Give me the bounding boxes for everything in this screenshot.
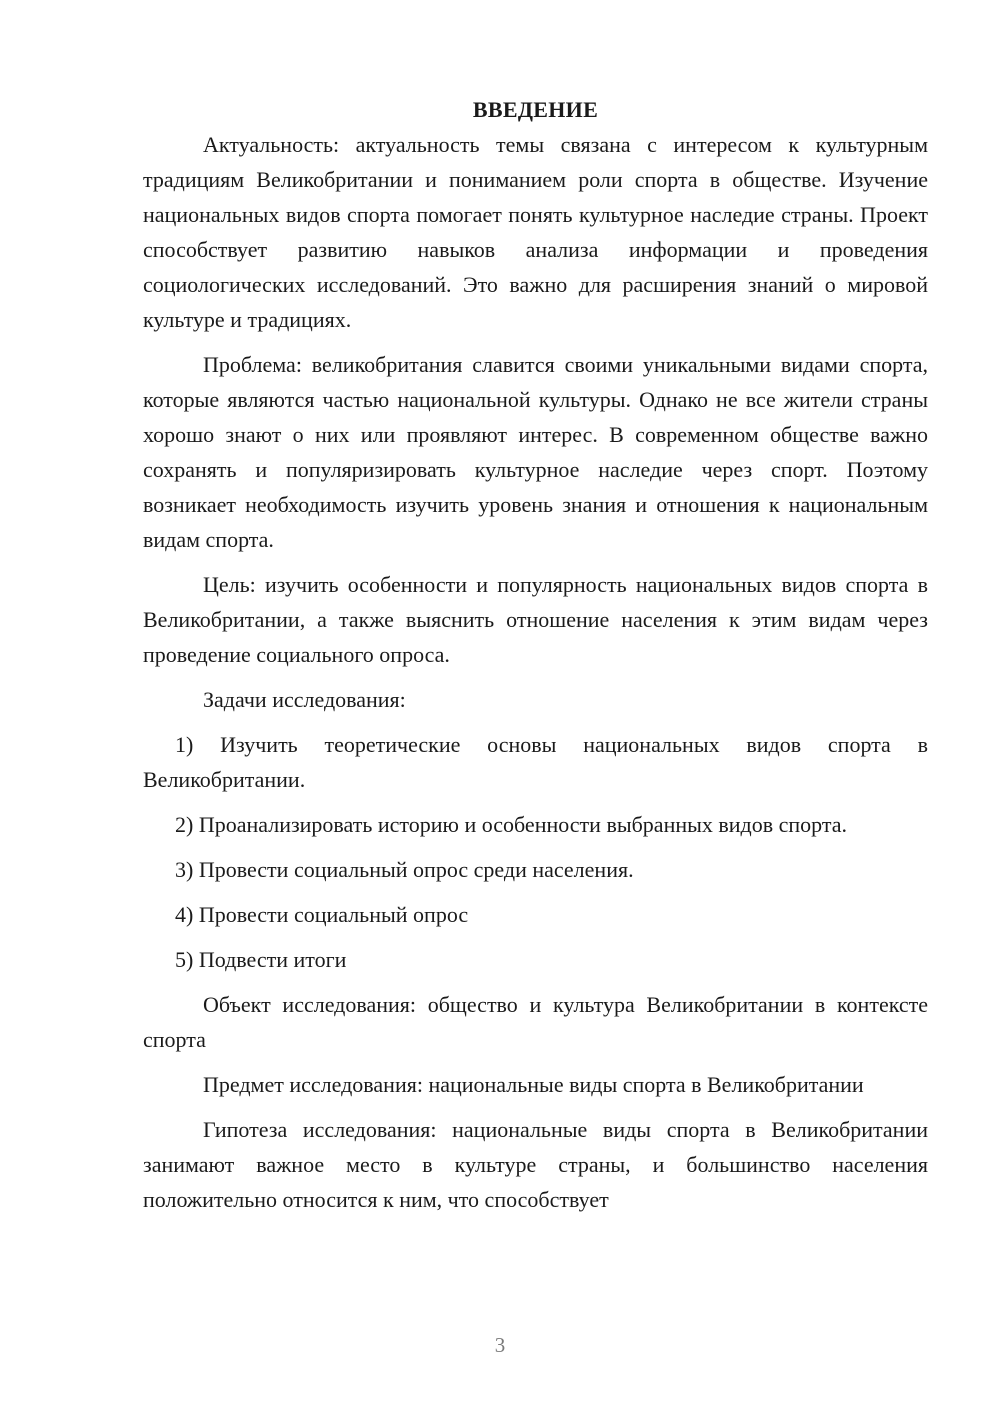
- object-paragraph: Объект исследования: общество и культура Великобритании в контексте спорта: [143, 992, 928, 1052]
- goal-paragraph: Цель: изучить особенности и популярность национальных видов спорта в Великобритании, а также выяснить отношение населения к этим видам через проведение социального опроса.: [143, 572, 928, 667]
- task-item: 3) Провести социальный опрос среди населения.: [175, 857, 634, 882]
- document-page: [143, 92, 928, 1227]
- task-item: 1) Изучить теоретические основы национальных видов спорта в Великобритании.: [143, 732, 928, 792]
- hypothesis-paragraph: Гипотеза исследования: национальные виды спорта в Великобритании занимают важное место в культуре страны, и большинство населения положительно относится к ним, что способствует: [143, 1117, 928, 1212]
- page-number: 3: [494, 1333, 506, 1357]
- page-title: ВВЕДЕНИЕ: [472, 97, 599, 122]
- subject-paragraph: Предмет исследования: национальные виды спорта в Великобритании: [203, 1072, 864, 1097]
- relevance-paragraph: Актуальность: актуальность темы связана с интересом к культурным традициям Великобритании и пониманием роли спорта в обществе. Изучение национальных видов спорта помогает понять культурное наследие страны. Проект способствует развитию навыков анализа информации и проведения социологических исследований. Это важно для расширения знаний о мировой культуре и традициях.: [143, 132, 928, 332]
- task-item: 4) Провести социальный опрос: [175, 902, 469, 927]
- task-item: 5) Подвести итоги: [175, 947, 347, 972]
- problem-paragraph: Проблема: великобритания славится своими уникальными видами спорта, которые являются частью национальной культуры. Однако не все жители страны хорошо знают о них или проявляют интерес. В современном обществе важно сохранять и популяризировать культурное наследие через спорт. Поэтому возникает необходимость изучить уровень знания и отношения к национальным видам спорта.: [143, 352, 928, 552]
- tasks-heading: Задачи исследования:: [203, 687, 406, 712]
- task-item: 2) Проанализировать историю и особенности выбранных видов спорта.: [175, 812, 848, 837]
